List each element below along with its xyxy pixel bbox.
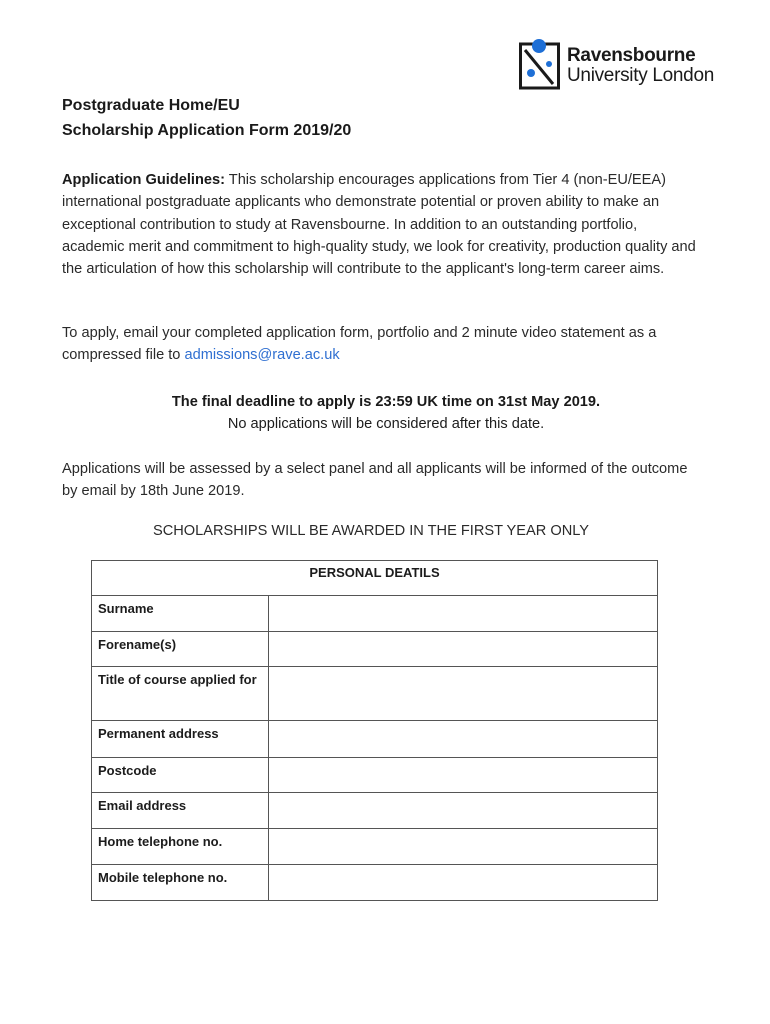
ravensbourne-logo-icon — [519, 38, 561, 90]
apply-paragraph — [62, 322, 702, 367]
logo-name: Ravensbourne — [567, 45, 696, 66]
course-title-label: Title of course applied for — [92, 667, 269, 721]
personal-details-table — [91, 560, 658, 901]
guidelines-label: Application Guidelines: — [62, 172, 225, 188]
email-address-label: Email address — [92, 793, 269, 829]
title-line-1: Postgraduate Home/EU — [62, 97, 240, 114]
logo-subtitle: University London — [567, 65, 714, 86]
home-telephone-field[interactable] — [269, 829, 658, 865]
postcode-field[interactable] — [269, 758, 658, 793]
assessment-paragraph: Applications will be assessed by a select panel and all applicants will be informed of the outcome by email by 18th June 2019. — [62, 461, 688, 500]
course-title-field[interactable] — [269, 667, 658, 721]
forename-label: Forename(s) — [92, 632, 269, 667]
admissions-email-link[interactable]: admissions@rave.ac.uk — [184, 347, 340, 364]
permanent-address-field[interactable] — [269, 721, 658, 758]
first-year-notice: SCHOLARSHIPS WILL BE AWARDED IN THE FIRST YEAR ONLY — [152, 523, 590, 539]
deadline-note: No applications will be considered after this date. — [227, 416, 545, 432]
permanent-address-label: Permanent address — [92, 721, 269, 758]
guidelines-text: This scholarship encourages applications from Tier 4 (non-EU/EEA) international postgraduate applicants who demonstrate potential or proven ability to make an exceptional contribution to study at Ravensbourne. In addition to an outstanding portfolio, academic merit and commitment to high-quality study, we look for creativity, production quality and the articulation of how this scholarship will contribute to the applicant's long-term career aims. — [62, 172, 696, 278]
mobile-telephone-field[interactable] — [269, 865, 658, 901]
forename-field[interactable] — [269, 632, 658, 667]
page-title — [62, 93, 351, 143]
email-address-field[interactable] — [269, 793, 658, 829]
deadline-notice — [62, 391, 710, 435]
home-telephone-label: Home telephone no. — [92, 829, 269, 865]
title-line-2: Scholarship Application Form 2019/20 — [62, 122, 352, 139]
postcode-label: Postcode — [92, 758, 269, 793]
mobile-telephone-label: Mobile telephone no. — [92, 865, 269, 901]
personal-details-heading: PERSONAL DEATILS — [92, 561, 658, 596]
surname-field[interactable] — [269, 596, 658, 632]
apply-text: To apply, email your completed application form, portfolio and 2 minute video statement as a compressed file to — [62, 325, 657, 364]
university-logo — [519, 38, 729, 94]
guidelines-paragraph — [62, 169, 702, 280]
deadline-text: The final deadline to apply is 23:59 UK time on 31st May 2019. — [171, 394, 601, 410]
surname-label: Surname — [92, 596, 269, 632]
